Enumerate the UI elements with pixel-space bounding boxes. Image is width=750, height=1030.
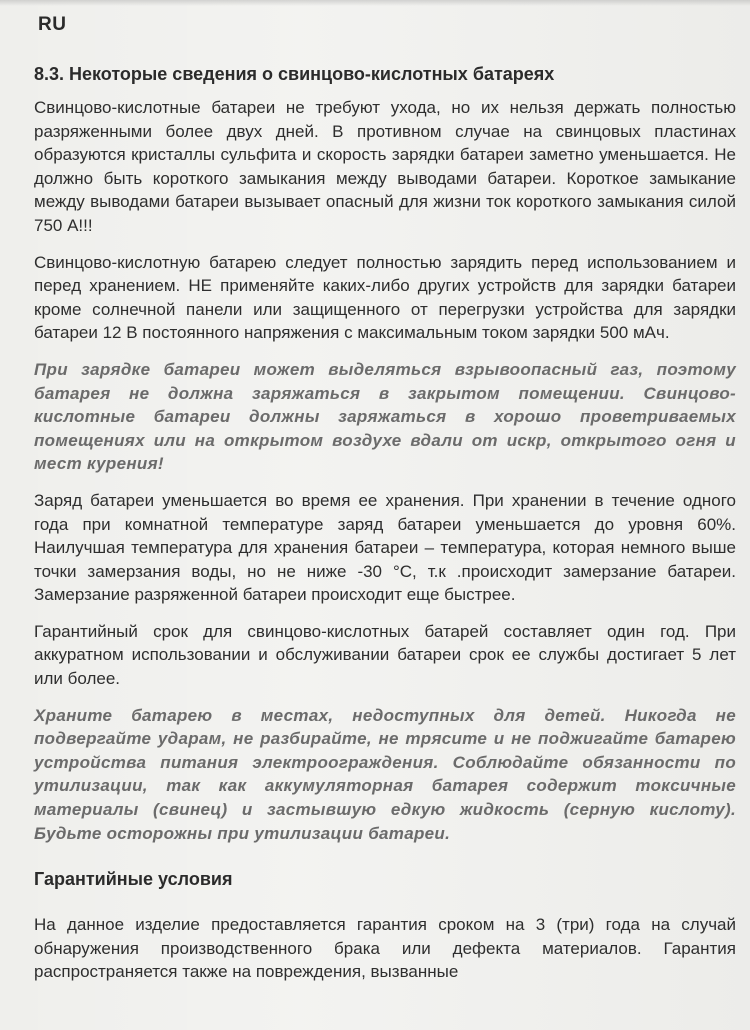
warning-gas: При зарядке батареи может выделяться взрывоопасный газ, поэтому батарея не должна заряжаться в закрытом помещении. Свинцово-кислотные батареи должны заряжаться в хорошо проветриваемых помещениях или на открытом воздухе вдали от искр, открытого огня и мест курения! [34,359,736,474]
warning-safety: Храните батарею в местах, недоступных для детей. Никогда не подвергайте ударам, не разбирайте, не трясите и не поджигайте батарею устройства питания электроограждения. Соблюдайте обязанности по утилизации, так как аккумуляторная батарея содержит токсичные материалы (свинец) и застывшую едкую жидкость (серную кислоту). Будьте осторожны при утилизации батареи. [34,705,736,843]
warranty-text: На данное изделие предоставляется гарантия сроком на 3 (три) года на случай обнаружения производственного брака или дефекта материалов. Гарантия распространяется также на повреждения, вызванные [34,915,736,982]
scan-edge [0,0,750,6]
warranty-title: Гарантийные условия [34,869,233,890]
paragraph-maintenance: Свинцово-кислотные батареи не требуют ухода, но их нельзя держать полностью разряженными более двух дней. В противном случае на свинцовых пластинах образуются кристаллы сульфита и скорость зарядки батареи заметно уменьшается. Не должно быть короткого замыкания между выводами батареи. Короткое замыкание между выводами батареи вызывает опасный для жизни ток короткого замыкания силой 750 А!!! [34,98,736,235]
language-code: RU [38,14,67,35]
paragraph-storage: Заряд батареи уменьшается во время ее хранения. При хранении в течение одного года при комнатной температуре заряд батареи уменьшается до уровня 60%. Наилучшая температура для хранения батареи – температура, которая немного выше точки замерзания воды, но не ниже -30 °C, т.к .происходит замерзание батареи. Замерзание разряженной батареи происходит еще быстрее. [34,490,736,605]
document-content [34,62,736,997]
paragraph-charging: Свинцово-кислотную батарею следует полностью зарядить перед использованием и перед хранением. НЕ применяйте каких-либо других устройств для зарядки батареи кроме солнечной панели или защищенного от перегрузки устройства для зарядки батареи 12 В постоянного напряжения с максимальным током зарядки 500 мАч. [34,252,736,343]
section-title: 8.3. Некоторые сведения о свинцово-кислотных батареях [34,64,555,84]
paragraph-battery-warranty: Гарантийный срок для свинцово-кислотных батарей составляет один год. При аккуратном использовании и обслуживании батареи срок ее службы достигает 5 лет или более. [34,621,736,689]
